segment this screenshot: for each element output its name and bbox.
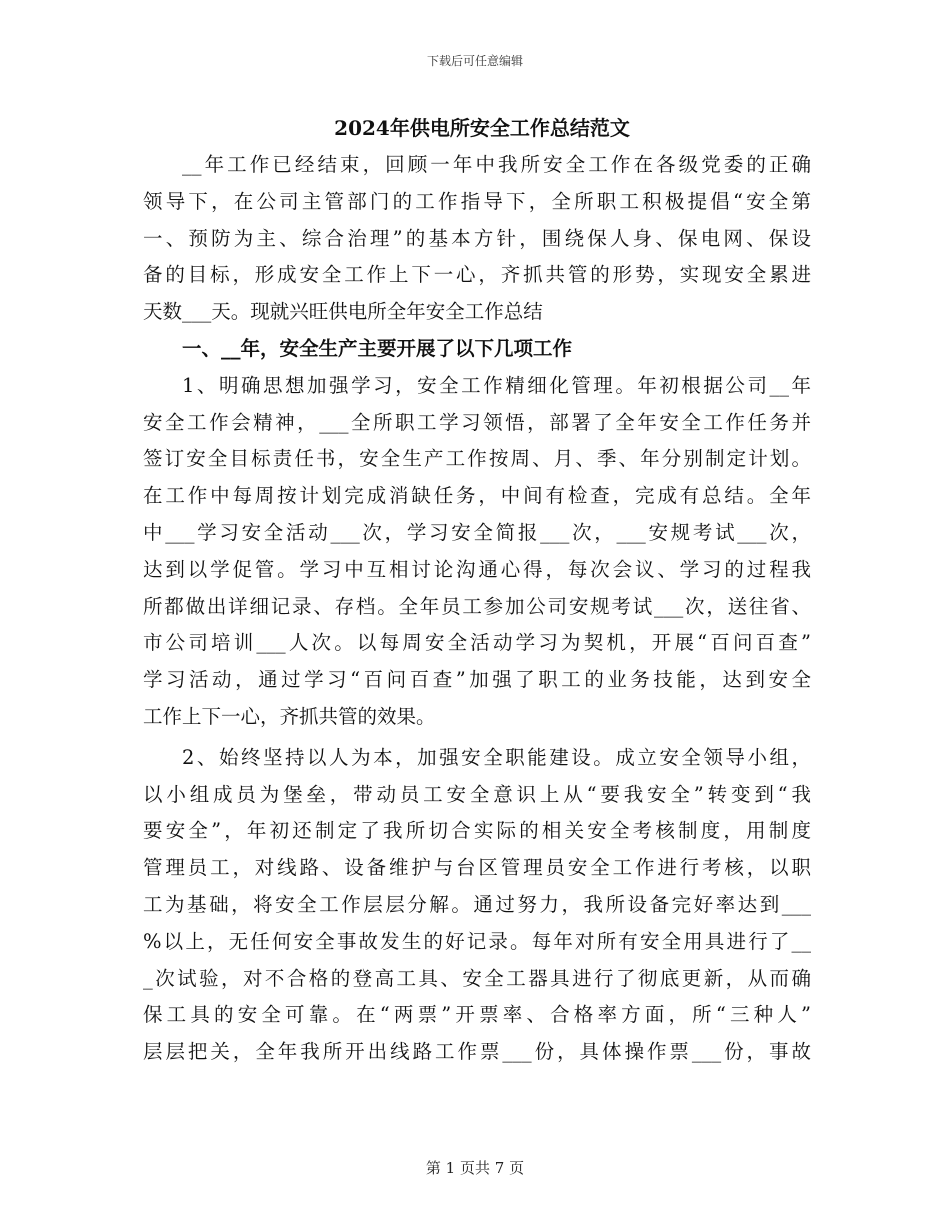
intro-line: 备的目标，形成安全工作上下一心，齐抓共管的形势，实现安全累进	[143, 263, 811, 287]
item2-line: 工为基础，将安全工作层层分解。通过努力，我所设备完好率达到___	[143, 892, 811, 916]
item1-line: 达到以学促管。学习中互相讨论沟通心得，每次会议、学习的过程我	[143, 557, 811, 581]
intro-line: 天数___天。现就兴旺供电所全年安全工作总结	[143, 300, 543, 324]
item1-line: 在工作中每周按计划完成消缺任务，中间有检查，完成有总结。全年	[143, 484, 811, 508]
item2-line: 2、始终坚持以人为本，加强安全职能建设。成立安全领导小组，	[182, 745, 811, 769]
item1-line: 1、明确思想加强学习，安全工作精细化管理。年初根据公司__年	[182, 373, 811, 397]
item1-line: 工作上下一心，齐抓共管的效果。	[143, 704, 436, 728]
intro-line: 领导下，在公司主管部门的工作指导下，全所职工积极提倡“安全第	[143, 189, 811, 213]
item2-line: 保工具的安全可靠。在“两票”开票率、合格率方面，所“三种人”	[143, 1003, 811, 1027]
item2-line: 要安全”，年初还制定了我所切合实际的相关安全考核制度，用制度	[143, 819, 811, 843]
page-header: 下载后可任意编辑	[426, 54, 523, 68]
document-body	[143, 113, 811, 1071]
item1-line: 签订安全目标责任书，安全生产工作按周、月、季、年分别制定计划。	[143, 447, 811, 471]
section-heading: 一、__年，安全生产主要开展了以下几项工作	[182, 336, 573, 360]
item2-line: 管理员工，对线路、设备维护与台区管理员安全工作进行考核，以职	[143, 856, 811, 880]
intro-line: 一、预防为主、综合治理”的基本方针，围绕保人身、保电网、保设	[143, 226, 811, 250]
item2-line: %以上，无任何安全事故发生的好记录。每年对所有安全用具进行了__	[143, 929, 811, 953]
intro-paragraph	[143, 147, 811, 331]
page-footer: 第 1 页共 7 页	[425, 1159, 525, 1177]
document-title: 2024年供电所安全工作总结范文	[334, 116, 630, 140]
item1-paragraph	[143, 368, 811, 736]
item1-line: 所都做出详细记录、存档。全年员工参加公司安规考试___次，送往省、	[143, 594, 811, 618]
item2-paragraph	[143, 740, 811, 1071]
item2-line: 层层把关，全年我所开出线路工作票___份，具体操作票___份，事故	[143, 1040, 811, 1064]
item1-line: 安全工作会精神，___全所职工学习领悟，部署了全年安全工作任务并	[143, 410, 811, 434]
intro-line: __年工作已经结束，回顾一年中我所安全工作在各级党委的正确	[182, 153, 811, 176]
item2-line: 以小组成员为堡垒，带动员工安全意识上从“要我安全”转变到“我	[143, 782, 811, 806]
item1-line: 市公司培训___人次。以每周安全活动学习为契机，开展“百问百查”	[143, 631, 811, 655]
item2-line: _次试验，对不合格的登高工具、安全工器具进行了彻底更新，从而确	[143, 966, 811, 990]
item1-line: 学习活动，通过学习“百问百查”加强了职工的业务技能，达到安全	[143, 668, 811, 692]
item1-line: 中___学习安全活动___次，学习安全简报___次，___安规考试___次，	[143, 520, 811, 544]
